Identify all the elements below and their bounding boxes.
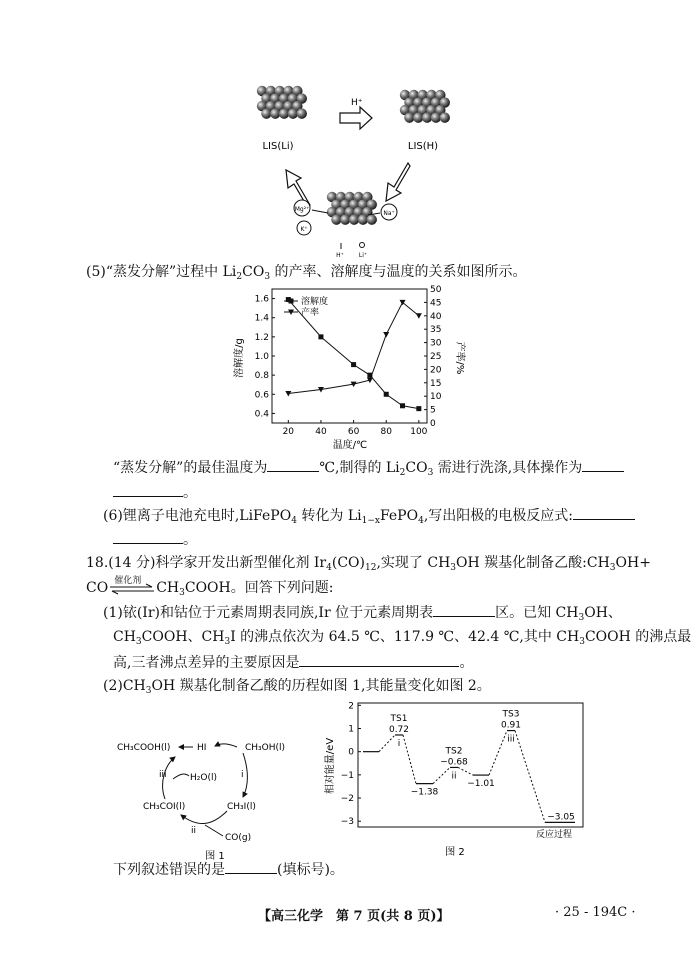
answer-blank-electrode-2[interactable] xyxy=(113,529,183,544)
energy-value-label: 0.72 xyxy=(388,724,410,735)
y-left-tick-label: 0.8 xyxy=(254,371,269,382)
y-left-tick-label: 1.0 xyxy=(254,352,269,362)
fig1-step-i: i xyxy=(241,770,244,780)
y-right-tick-label: 40 xyxy=(430,311,442,322)
energy-value-label: −1.38 xyxy=(410,787,439,798)
x-tick-label: 60 xyxy=(347,427,360,437)
fig1-node-co: CO(g) xyxy=(225,833,252,843)
ion-mg: Mg²⁺ xyxy=(294,206,310,213)
q18-p1-line1: (1)铱(Ir)和钴位于元素周期表同族,Ir 位于元素周期表 区。已知 $CH_3OH$、 xyxy=(103,602,622,628)
answer-blank-wash-2[interactable] xyxy=(113,482,183,497)
data-point-solubility xyxy=(400,403,405,408)
step-label: ii xyxy=(451,771,457,782)
energy-value-label: −1.01 xyxy=(467,779,495,790)
lattice-atom xyxy=(422,112,432,122)
energy-value-label: 0.91 xyxy=(500,720,522,731)
y-right-tick-label: 25 xyxy=(430,352,442,362)
lis-h-label: LIS(H) xyxy=(407,141,439,152)
data-point-yield xyxy=(285,391,291,397)
energy-y-tick-label: −3 xyxy=(340,817,354,828)
step-label: iii xyxy=(507,734,515,745)
lis-li-cluster xyxy=(257,86,307,119)
fig1-node-hi: HI xyxy=(197,743,207,753)
fig2-energy-profile xyxy=(323,698,593,863)
ts-label: TS2 xyxy=(445,746,463,757)
energy-path xyxy=(458,767,473,775)
fig1-node-ch3coi: CH₃COI(l) xyxy=(143,802,186,812)
ion-na: Na⁺ xyxy=(383,210,395,217)
data-point-solubility xyxy=(384,392,389,397)
q18-line2: CO 催化剂 $CH_3COOH$。回答下列问题: xyxy=(86,576,334,598)
answer-blank-block[interactable] xyxy=(433,602,495,617)
lis-h-cluster xyxy=(400,90,450,123)
lis-li-label: LIS(Li) xyxy=(262,141,294,152)
answer-blank-reason[interactable] xyxy=(299,652,459,667)
y-left-tick-label: 1.2 xyxy=(254,332,269,343)
x-tick-label: 80 xyxy=(380,427,392,437)
fig2-ylabel: 相对能量/eV xyxy=(325,737,336,795)
y-right-tick-label: 5 xyxy=(430,405,436,416)
y-right-tick-label: 35 xyxy=(430,325,442,336)
y-right-tick-label: 0 xyxy=(430,419,436,429)
chart-ylabel-right: 产率/% xyxy=(454,341,465,375)
step-label: i xyxy=(397,738,401,749)
chart-plot-area xyxy=(272,289,427,423)
y-right-tick-label: 50 xyxy=(430,285,442,295)
y-right-tick-label: 15 xyxy=(430,378,442,389)
q6-line1: (6)锂离子电池充电时,LiFePO$_4$ 转化为 $Li_{1-x}FePO_4$,写出阳极的电极反应式: xyxy=(103,505,635,531)
lattice-atom xyxy=(261,108,271,118)
energy-y-tick-label: −1 xyxy=(340,770,354,781)
x-tick-label: 20 xyxy=(282,427,295,437)
lis-arrow-label: H⁺ xyxy=(351,98,363,108)
q18-line1: 18.(14 分)科学家开发出新型催化剂 $Ir_4(CO)_{12}$,实现了 $CH_3OH$ 羰基化制备乙酸$:CH_3OH+$ xyxy=(86,555,651,573)
lattice-atom xyxy=(279,108,289,118)
answer-blank-temp[interactable] xyxy=(267,457,319,472)
y-left-tick-label: 1.6 xyxy=(254,294,269,305)
fig1-node-h2o: H₂O(l) xyxy=(190,773,217,783)
fig1-step-iii: iii xyxy=(159,770,167,780)
equilibrium-arrow-icon xyxy=(108,584,156,596)
data-point-solubility xyxy=(416,406,421,411)
lattice-atom xyxy=(440,112,450,122)
q18-p1-line3: 高,三者沸点差异的主要原因是 。 xyxy=(113,652,473,673)
energy-value-label: −3.05 xyxy=(547,812,575,823)
fig2-caption: 图 2 xyxy=(445,847,465,858)
energy-path xyxy=(433,767,450,783)
answer-blank-choice[interactable] xyxy=(225,859,277,874)
lattice-atom xyxy=(367,214,377,224)
data-point-yield xyxy=(383,332,389,338)
fig1-catalytic-cycle xyxy=(115,735,300,865)
energy-value-label: −0.68 xyxy=(440,757,468,768)
y-left-tick-label: 1.4 xyxy=(254,313,269,324)
energy-y-tick-label: 2 xyxy=(348,701,354,712)
ion-k: K⁺ xyxy=(300,226,308,233)
data-point-solubility xyxy=(318,334,323,339)
answer-blank-electrode[interactable] xyxy=(573,505,635,520)
legend-label: 溶解度 xyxy=(301,297,329,307)
lattice-atom xyxy=(331,214,341,224)
lis-cycle-diagram xyxy=(240,75,460,265)
fig1-caption: 图 1 xyxy=(205,851,225,862)
y-left-tick-label: 0.4 xyxy=(254,409,269,420)
ts-label: TS1 xyxy=(390,713,408,724)
fig1-step-ii: ii xyxy=(191,826,197,836)
energy-path xyxy=(515,731,545,823)
y-right-tick-label: 30 xyxy=(430,338,442,349)
solubility-yield-chart xyxy=(232,283,465,453)
data-point-solubility xyxy=(351,362,356,367)
q6-line2: 。 xyxy=(113,529,197,550)
lattice-atom xyxy=(270,108,280,118)
lattice-atom xyxy=(413,112,423,122)
x-tick-label: 100 xyxy=(410,427,428,437)
q18-last-line: 下列叙述错误的是 (填标号)。 xyxy=(113,859,344,880)
q5-intro: (5)“蒸发分解”过程中 $Li_2CO_3$ 的产率、溶解度与温度的关系如图所示。 xyxy=(86,264,527,282)
fig1-node-ch3oh: CH₃OH(l) xyxy=(245,743,286,753)
energy-y-tick-label: −2 xyxy=(340,794,354,805)
legend-marker xyxy=(289,299,294,304)
page-code: · 25 - 194C · xyxy=(555,905,636,920)
ion-li: Li⁺ xyxy=(358,252,368,259)
data-point-yield xyxy=(416,313,422,319)
arrow-right-icon xyxy=(340,107,372,129)
energy-path xyxy=(379,735,395,752)
answer-blank-wash[interactable] xyxy=(582,457,624,472)
x-tick-label: 40 xyxy=(315,427,327,437)
energy-y-tick-label: 0 xyxy=(348,747,354,758)
y-right-tick-label: 45 xyxy=(430,298,442,309)
chart-xlabel: 温度/℃ xyxy=(332,440,368,451)
energy-y-tick-label: 1 xyxy=(348,724,354,735)
q18-p1-line2: $CH_3COOH$、$CH_3I$ 的沸点依次为 64.5 ℃、117.9 ℃、42.4 ℃,其中 $CH_3COOH$ 的沸点最 xyxy=(113,629,691,647)
q5-line2: 。 xyxy=(113,482,197,503)
lattice-atom xyxy=(297,108,307,118)
arrow-down-left-icon xyxy=(386,163,410,201)
q18-p2: $(2)CH_3OH$ 羰基化制备乙酸的历程如图 1,其能量变化如图 2。 xyxy=(103,678,491,696)
lis-mixed-cluster xyxy=(327,192,377,225)
fig1-node-ch3i: CH₃I(l) xyxy=(227,802,256,812)
q5-line1: “蒸发分解”的最佳温度为 ℃,制得的 $Li_2CO_3$ 需进行洗涤,具体操作为 xyxy=(113,457,624,483)
chart-ylabel-left: 溶解度/g xyxy=(234,338,245,378)
legend-label: 产率 xyxy=(301,308,320,318)
y-left-tick-label: 0.6 xyxy=(254,390,269,401)
y-right-tick-label: 10 xyxy=(430,392,442,403)
energy-path xyxy=(403,735,416,784)
ion-h: H⁺ xyxy=(336,252,344,259)
fig1-node-ch3cooh: CH₃COOH(l) xyxy=(117,743,171,753)
lattice-atom xyxy=(349,214,359,224)
ts-label: TS3 xyxy=(502,709,520,720)
energy-path xyxy=(489,731,507,776)
y-right-tick-label: 20 xyxy=(430,365,442,376)
fig2-xlabel: 反应过程 xyxy=(535,830,573,840)
page-footer: 【高三化学 第 7 页(共 8 页)】 xyxy=(258,909,450,924)
